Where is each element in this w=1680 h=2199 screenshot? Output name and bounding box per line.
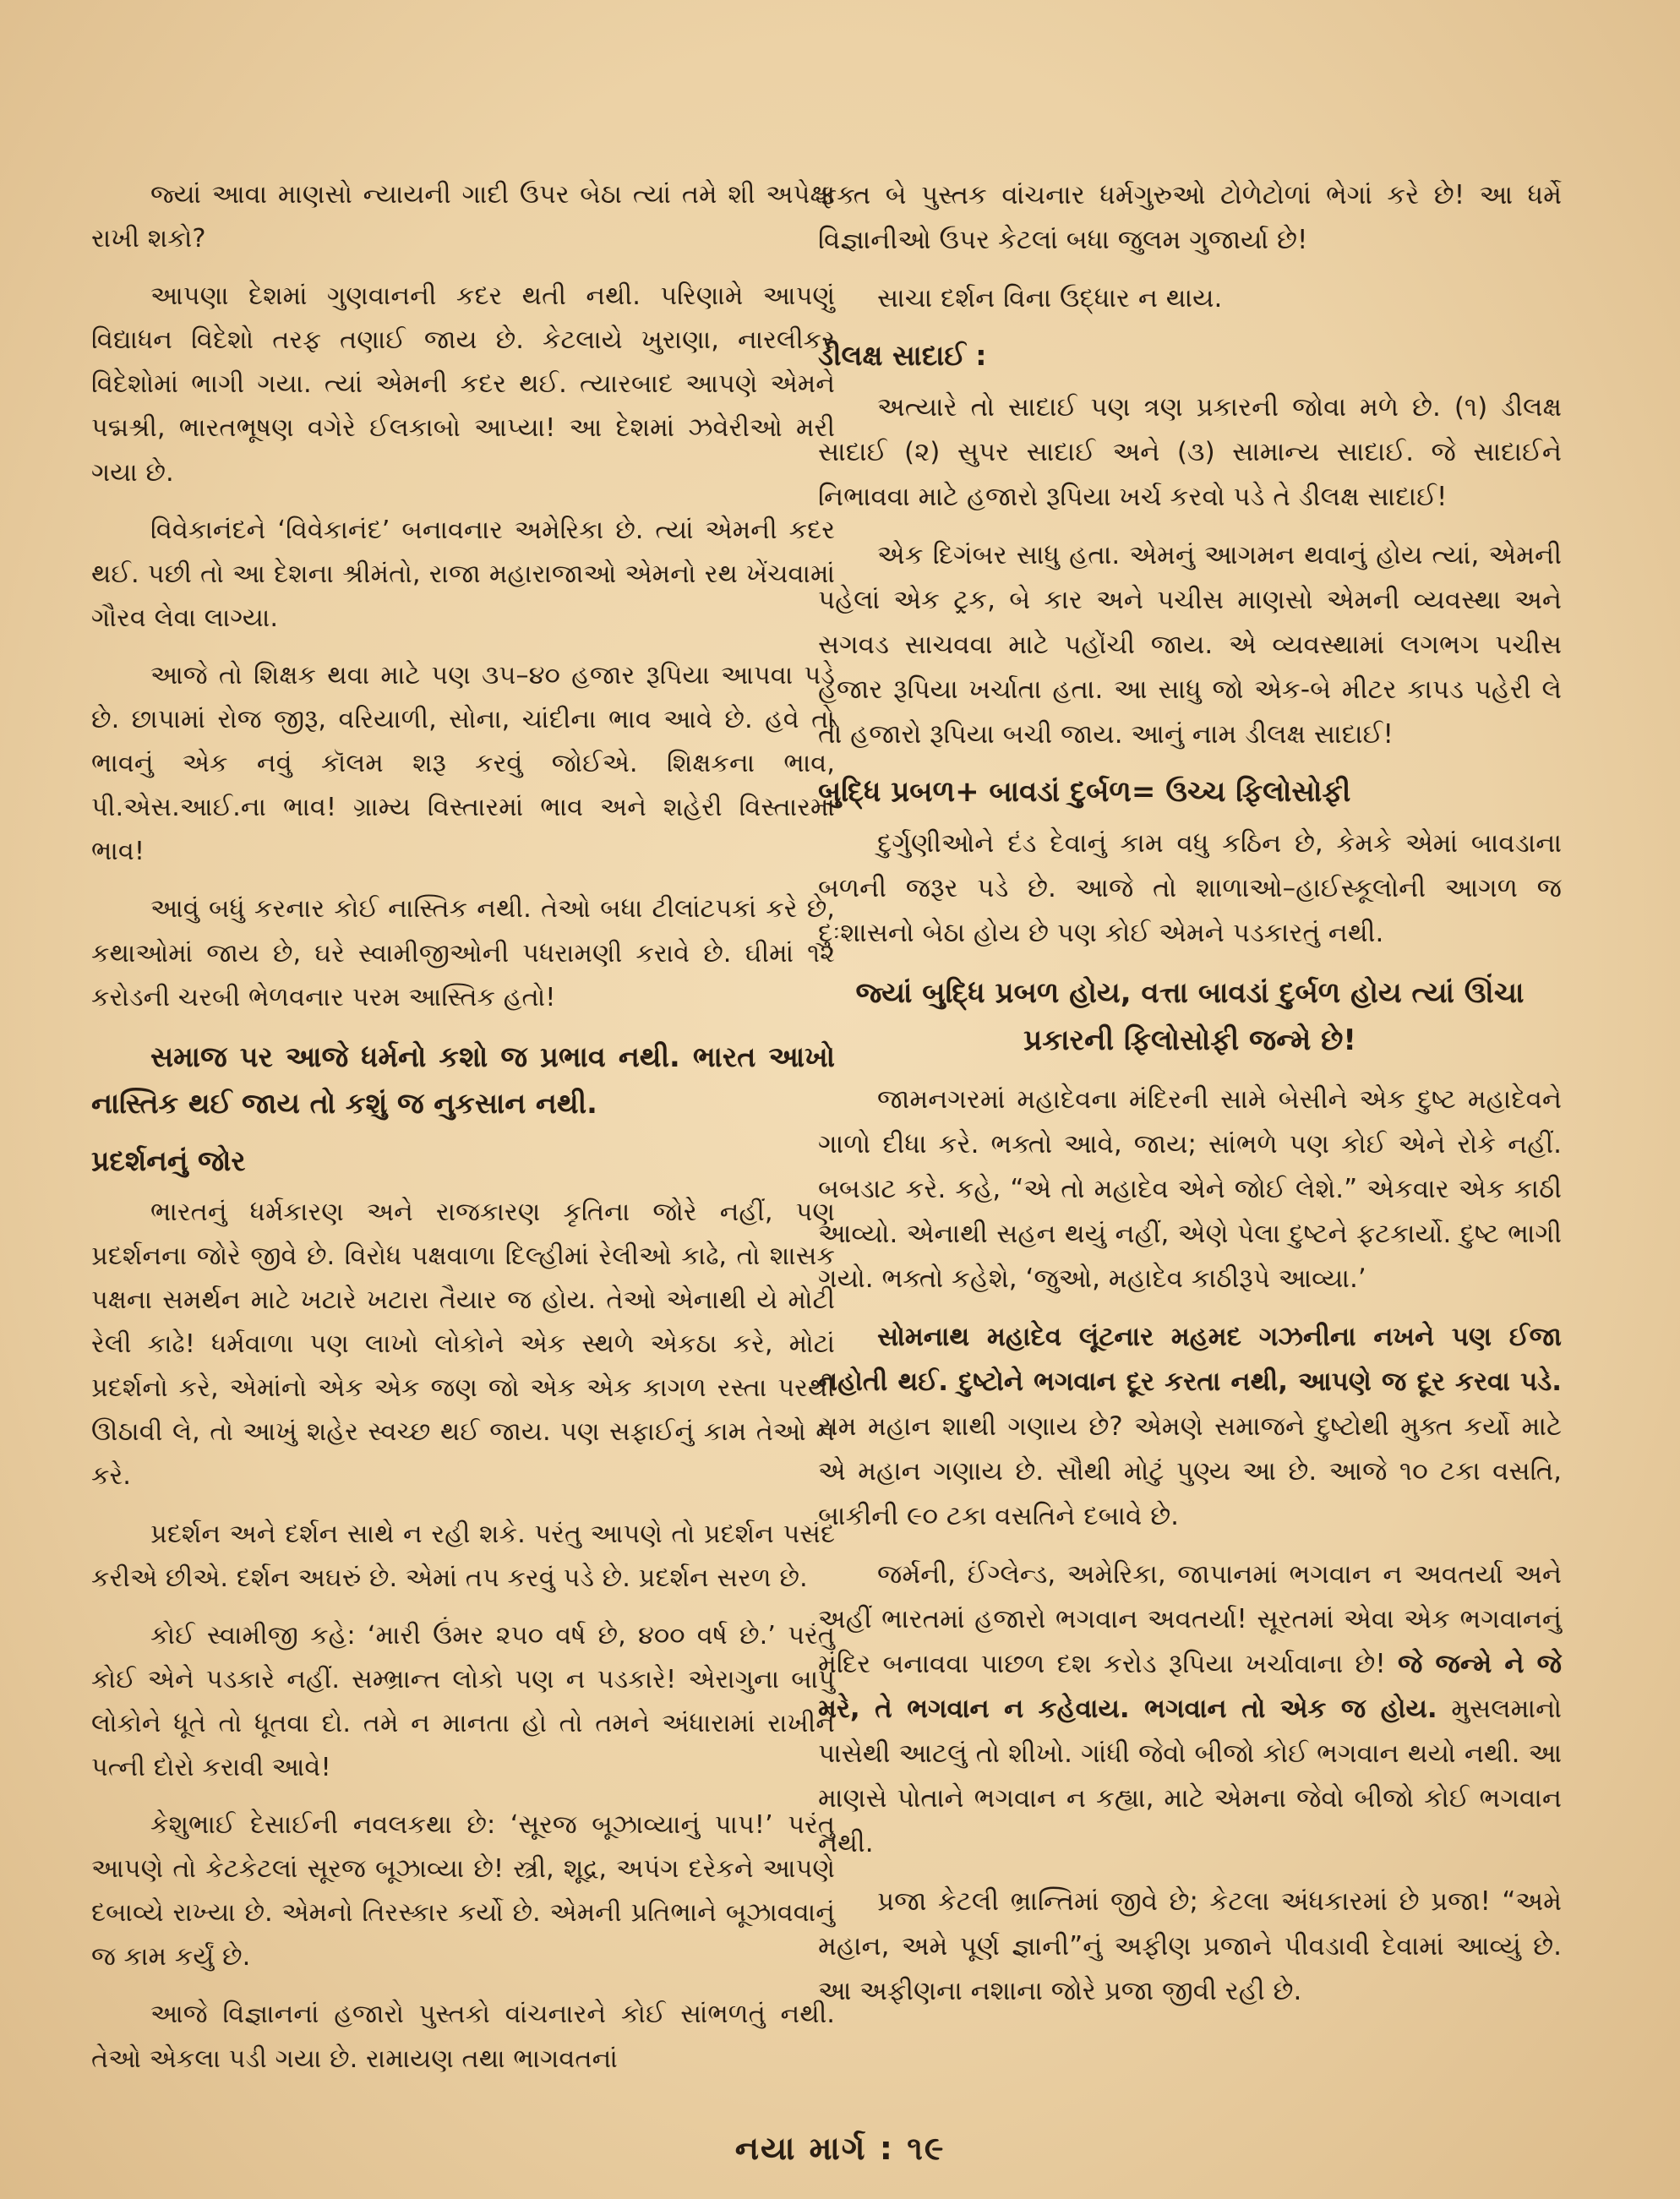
paragraph: પ્રદર્શન અને દર્શન સાથે ન રહી શકે. પરંતુ આપણે તો પ્રદર્શન પસંદ કરીએ છીએ. દર્શન અઘરું છે. એમાં તપ કરવું પડે છે. પ્રદર્શન સરળ છે. (91, 1519, 835, 1593)
paragraph (818, 1315, 1562, 1539)
paragraph: કોઈ સ્વામીજી કહે: ‘મારી ઉંમર ૨૫૦ વર્ષ છે, ૪૦૦ વર્ષ છે.’ પરંતુ કોઈ એને પડકારે નહીં. સમ્ભ્રાન્ત લોકો પણ ન પડકારે! એરાગુના બાપુ લોકોને ધૂતે તો ધૂતવા દો. તમે ન માનતા હો તો તમને અંધારામાં રાખીને પત્ની દોરો કરાવી આવે! (91, 1620, 835, 1782)
paragraph: કેશુભાઈ દેસાઈની નવલકથા છે: ‘સૂરજ બૂઝાવ્યાનું પાપ!’ પરંતુ આપણે તો કેટકેટલાં સૂરજ બૂઝાવ્યા છે! સ્ત્રી, શૂદ્ર, અપંગ દરેકને આપણે દબાવ્યે રાખ્યા છે. એમનો તિરસ્કાર કર્યો છે. એમની પ્રતિભાને બૂઝાવવાનું જ કામ કર્યું છે. (91, 1810, 835, 1973)
paragraph: જ્યાં આવા માણસો ન્યાયની ગાદી ઉપર બેઠા ત્યાં તમે શી અપેક્ષા રાખી શકો? (91, 180, 835, 254)
bold-phrase: સોમનાથ મહાદેવ લૂંટનાર મહમદ ગઝનીના નખને પણ ઈજા નહોતી થઈ. દુષ્ટોને ભગવાન દૂર કરતા નથી, આપણે જ દૂર કરવા પડે. (818, 1322, 1562, 1397)
section-heading: પ્રદર્શનનું જોર (91, 1143, 246, 1177)
page-footer: નયા માર્ગ : ૧૯ (734, 2130, 946, 2167)
paragraph: વિવેકાનંદને ‘વિવેકાનંદ’ બનાવનાર અમેરિકા છે. ત્યાં એમની કદર થઈ. પછી તો આ દેશના શ્રીમંતો, રાજા મહારાજાઓ એમનો રથ ખેંચવામાં ગૌરવ લેવા લાગ્યા. (91, 515, 835, 633)
bold-phrase: જે જન્મે ને જે મરે, તે ભગવાન ન કહેવાય. ભગવાન તો એક જ હોય. (818, 1649, 1562, 1724)
section-heading: ડીલક્ષ સાદાઈ : (818, 339, 987, 372)
paragraph: ભારતનું ધર્મકારણ અને રાજકારણ કૃતિના જોરે નહીં, પણ પ્રદર્શનના જોરે જીવે છે. વિરોધ પક્ષવાળા દિલ્હીમાં રેલીઓ કાઢે, તો શાસક પક્ષના સમર્થન માટે ખટારે ખટારા તૈયાર જ હોય. તેઓ એનાથી યે મોટી રેલી કાઢે! ધર્મવાળા પણ લાખો લોકોને એક સ્થળે એકઠા કરે, મોટાં પ્રદર્શનો કરે, એમાંનો એક એક જણ જો એક એક કાગળ રસ્તા પરથી ઊઠાવી લે, તો આખું શહેર સ્વચ્છ થઈ જાય. પણ સફાઈનું કામ તેઓ ન કરે. (91, 1197, 835, 1492)
paragraph: આજે તો શિક્ષક થવા માટે પણ ૩૫–૪૦ હજાર રૂપિયા આપવા પડે છે. છાપામાં રોજ જીરૂ, વરિયાળી, સોના, ચાંદીના ભાવ આવે છે. હવે તો ભાવનું એક નવું કૉલમ શરૂ કરવું જોઈએ. શિક્ષકના ભાવ, પી.એસ.આઈ.ના ભાવ! ગ્રામ્ય વિસ્તારમાં ભાવ અને શહેરી વિસ્તારમાં ભાવ! (91, 660, 835, 867)
text-phrase: જર્મની, ઈંગ્લેન્ડ, અમેરિકા, જાપાનમાં ભગવાન ન અવતર્યા અને અહીં ભારતમાં હજારો ભગવાન અવતર્યા! સૂરતમાં એવા એક ભગવાનનું મંદિર બનાવવા પાછળ દશ કરોડ રૂપિયા ખર્ચાવાના છે! (818, 1559, 1562, 1679)
paragraph: દુર્ગુણીઓને દંડ દેવાનું કામ વધુ કઠિન છે, કેમકે એમાં બાવડાના બળની જરૂર પડે છે. આજે તો શાળાઓ–હાઈસ્કૂલોની આગળ જ દુઃશાસનો બેઠા હોય છે પણ કોઈ એમને પડકારતું નથી. (818, 828, 1562, 948)
paragraph: સાચા દર્શન વિના ઉદ્ધાર ન થાય. (877, 283, 1223, 314)
paragraph: એક દિગંબર સાધુ હતા. એમનું આગમન થવાનું હોય ત્યાં, એમની પહેલાં એક ટ્રક, બે કાર અને પચીસ માણસો એમની વ્યવસ્થા અને સગવડ સાચવવા માટે પહોંચી જાય. એ વ્યવસ્થામાં લગભગ પચીસ હજાર રૂપિયા ખર્ચાતા હતા. આ સાધુ જો એક-બે મીટર કાપડ પહેરી લે તો હજારો રૂપિયા બચી જાય. આનું નામ ડીલક્ષ સાદાઈ! (818, 540, 1562, 750)
text-phrase: રામ મહાન શાથી ગણાય છે? એમણે સમાજને દુષ્ટોથી મુક્ત કર્યો માટે એ મહાન ગણાય છે. સૌથી મોટું પુણ્ય આ છે. આજે ૧૦ ટકા વસતિ, બાકીની ૯૦ ટકા વસતિને દબાવે છે. (818, 1411, 1562, 1531)
section-heading: બુદ્ધિ પ્રબળ+ બાવડાં દુર્બળ= ઉચ્ચ ફિલોસોફી (818, 775, 1351, 809)
paragraph: ફક્ત બે પુસ્તક વાંચનાર ધર્મગુરુઓ ટોળેટોળાં ભેગાં કરે છે! આ ધર્મે વિજ્ઞાનીઓ ઉપર કેટલાં બધા જુલમ ગુજાર્યા છે! (818, 180, 1562, 255)
text-phrase: મુસલમાનો પાસેથી આટલું તો શીખો. ગાંધી જેવો બીજો કોઈ ભગવાન થયો નથી. આ માણસે પોતાને ભગવાન ન કહ્યા, માટે એમના જેવો બીજો કોઈ ભગવાન નથી. (818, 1694, 1562, 1858)
paragraph: આજે વિજ્ઞાનનાં હજારો પુસ્તકો વાંચનારને કોઈ સાંભળતું નથી. તેઓ એકલા પડી ગયા છે. રામાયણ તથા ભાગવતનાં (91, 2000, 836, 2074)
paragraph: જામનગરમાં મહાદેવના મંદિરની સામે બેસીને એક દુષ્ટ મહાદેવને ગાળો દીધા કરે. ભક્તો આવે, જાય; સાંભળે પણ કોઈ એને રોકે નહીં. બબડાટ કરે. કહે, “એ તો મહાદેવ એને જોઈ લેશે.” એકવાર એક કાઠી આવ્યો. એનાથી સહન થયું નહીં, એણે પેલા દુષ્ટને ફટકાર્યો. દુષ્ટ ભાગી ગયો. ભક્તો કહેશે, ‘જુઓ, મહાદેવ કાઠીરૂપે આવ્યા.’ (818, 1084, 1562, 1294)
paragraph (818, 1552, 1562, 1866)
paragraph: આપણા દેશમાં ગુણવાનની કદર થતી નથી. પરિણામે આપણું વિદ્યાધન વિદેશો તરફ તણાઈ જાય છે. કેટલાયે ખુરાણા, નારલીકર વિદેશોમાં ભાગી ગયા. ત્યાં એમની કદર થઈ. ત્યારબાદ આપણે એમને પદ્મશ્રી, ભારતભૂષણ વગેરે ઈલકાબો આપ્યા! આ દેશમાં ઝવેરીઓ મરી ગયા છે. (91, 281, 835, 488)
bold-statement: સમાજ પર આજે ધર્મનો કશો જ પ્રભાવ નથી. ભારત આખો નાસ્તિક થઈ જાય તો કશું જ નુકસાન નથી. (91, 1039, 835, 1120)
right-column (818, 173, 1562, 2027)
paragraph: આવું બધું કરનાર કોઈ નાસ્તિક નથી. તેઓ બધા ટીલાંટપકાં કરે છે, કથાઓમાં જાય છે, ઘરે સ્વામીજીઓની પધરામણી કરાવે છે. ઘીમાં ૧૨ કરોડની ચરબી ભેળવનાર પરમ આસ્તિક હતો! (91, 894, 835, 1012)
paragraph: અત્યારે તો સાદાઈ પણ ત્રણ પ્રકારની જોવા મળે છે. (૧) ડીલક્ષ સાદાઈ (૨) સુપર સાદાઈ અને (૩) સામાન્ય સાદાઈ. જે સાદાઈને નિભાવવા માટે હજારો રૂપિયા ખર્ચ કરવો પડે તે ડીલક્ષ સાદાઈ! (818, 392, 1562, 512)
bold-statement: જ્યાં બુદ્ધિ પ્રબળ હોય, વત્તા બાવડાં દુર્બળ હોય ત્યાં ઊંચા પ્રકારની ફિલોસોફી જન્મે છે! (855, 976, 1525, 1057)
left-column (91, 173, 835, 2095)
paragraph: પ્રજા કેટલી ભ્રાન્તિમાં જીવે છે; કેટલા અંધકારમાં છે પ્રજા! “અમે મહાન, અમે પૂર્ણ જ્ઞાની”નું અફીણ પ્રજાને પીવડાવી દેવામાં આવ્યું છે. આ અફીણના નશાના જોરે પ્રજા જીવી રહી છે. (818, 1886, 1562, 2006)
